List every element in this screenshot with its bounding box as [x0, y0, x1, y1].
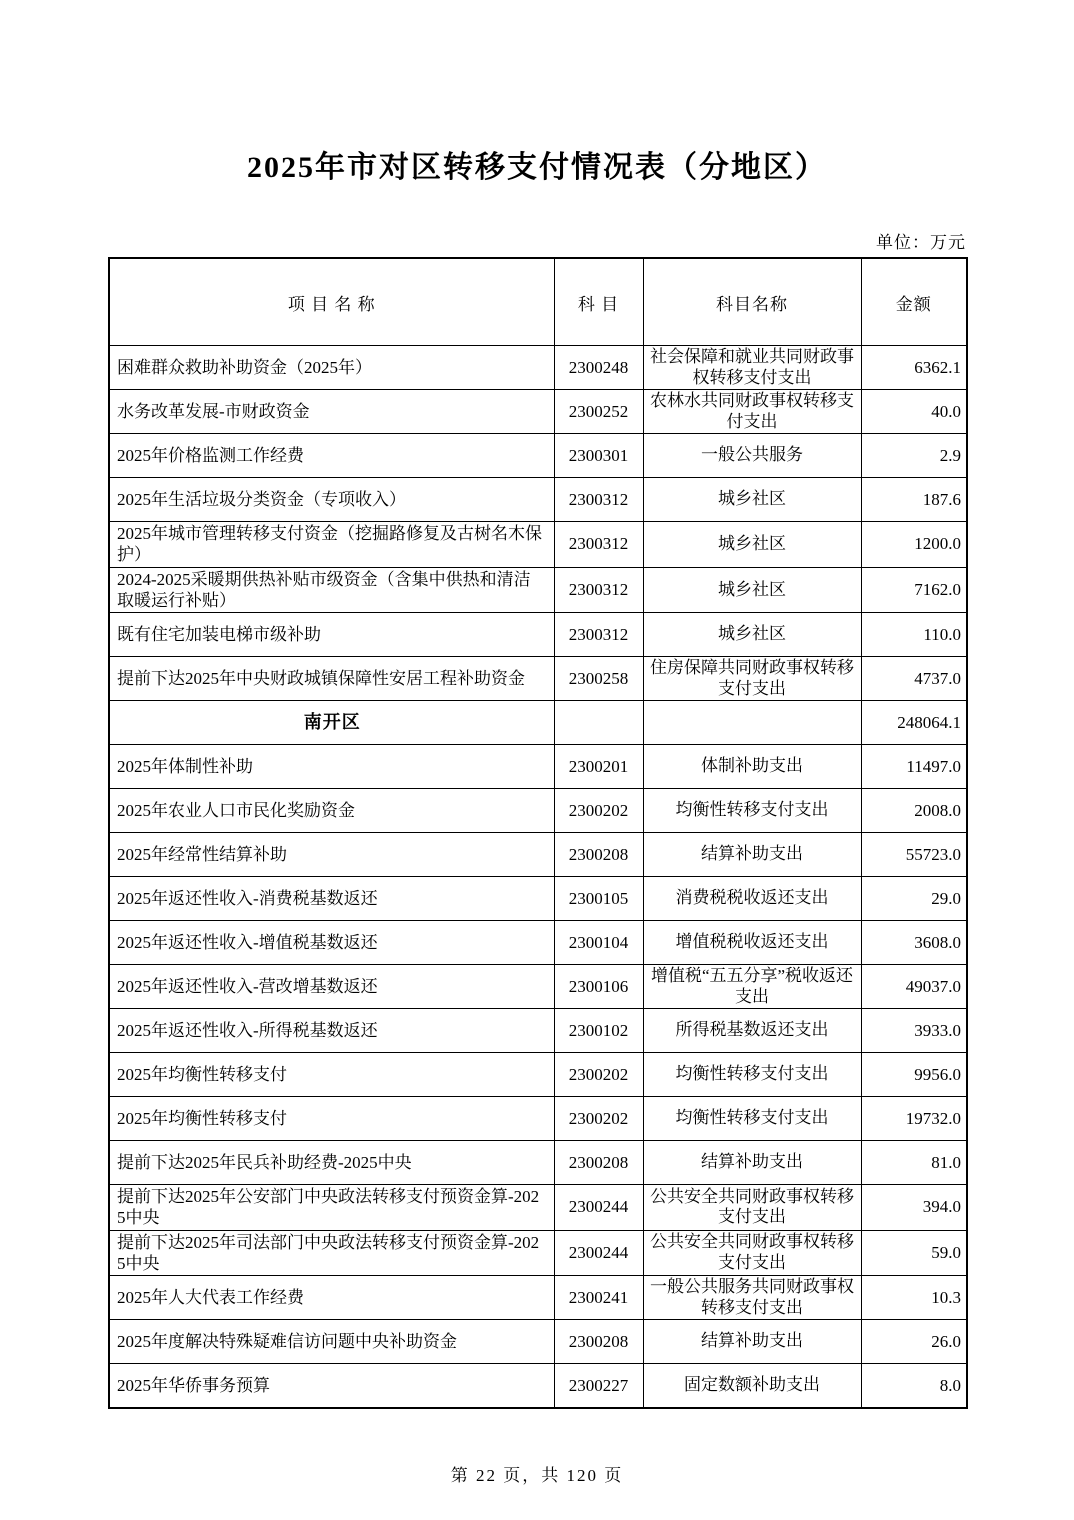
amount-cell: 49037.0 — [861, 965, 967, 1009]
subject-name-cell: 社会保障和就业共同财政事权转移支付支出 — [643, 346, 861, 390]
amount-cell: 2008.0 — [861, 789, 967, 833]
amount-cell: 3608.0 — [861, 921, 967, 965]
subject-name-cell: 结算补助支出 — [643, 1141, 861, 1185]
project-name-cell: 2025年生活垃圾分类资金（专项收入） — [109, 478, 554, 522]
amount-cell: 9956.0 — [861, 1053, 967, 1097]
subject-name-cell: 增值税“五五分享”税收返还支出 — [643, 965, 861, 1009]
table-row — [109, 1320, 967, 1364]
project-name-cell: 2025年经常性结算补助 — [109, 833, 554, 877]
amount-cell: 55723.0 — [861, 833, 967, 877]
project-name-cell: 2025年价格监测工作经费 — [109, 434, 554, 478]
page-number-footer: 第 22 页，共 120 页 — [450, 1466, 624, 1485]
col-header-amount: 金额 — [861, 258, 967, 346]
subject-code-cell: 2300252 — [554, 390, 643, 434]
subject-name-cell: 均衡性转移支付支出 — [643, 789, 861, 833]
table-row — [109, 833, 967, 877]
amount-cell: 8.0 — [861, 1364, 967, 1409]
subject-code-cell: 2300208 — [554, 833, 643, 877]
subject-code-cell: 2300312 — [554, 478, 643, 522]
project-name-cell: 提前下达2025年中央财政城镇保障性安居工程补助资金 — [109, 657, 554, 701]
subject-name-cell: 公共安全共同财政事权转移支付支出 — [643, 1230, 861, 1276]
subject-name-cell: 一般公共服务 — [643, 434, 861, 478]
col-header-subject-code: 科 目 — [554, 258, 643, 346]
table-row — [109, 701, 967, 745]
table-container — [108, 228, 966, 1409]
subject-code-cell — [554, 701, 643, 745]
table-row — [109, 346, 967, 390]
project-name-cell: 2024-2025采暖期供热补贴市级资金（含集中供热和清洁取暖运行补贴） — [109, 567, 554, 613]
project-name-cell: 提前下达2025年民兵补助经费-2025中央 — [109, 1141, 554, 1185]
table-header — [109, 258, 967, 346]
subject-name-cell: 固定数额补助支出 — [643, 1364, 861, 1409]
project-name-cell: 水务改革发展-市财政资金 — [109, 390, 554, 434]
unit-note: 单位：万元 — [876, 233, 966, 252]
subject-name-cell: 城乡社区 — [643, 478, 861, 522]
project-name-cell: 2025年农业人口市民化奖励资金 — [109, 789, 554, 833]
subject-name-cell: 均衡性转移支付支出 — [643, 1097, 861, 1141]
table-row — [109, 1364, 967, 1409]
subject-code-cell: 2300106 — [554, 965, 643, 1009]
table-row — [109, 1185, 967, 1231]
subject-code-cell: 2300301 — [554, 434, 643, 478]
table-row — [109, 1141, 967, 1185]
subject-name-cell: 城乡社区 — [643, 522, 861, 568]
amount-cell: 6362.1 — [861, 346, 967, 390]
project-name-cell: 2025年城市管理转移支付资金（挖掘路修复及古树名木保护） — [109, 522, 554, 568]
subject-name-cell: 结算补助支出 — [643, 1320, 861, 1364]
subject-code-cell: 2300102 — [554, 1009, 643, 1053]
project-name-cell: 2025年体制性补助 — [109, 745, 554, 789]
subject-name-cell: 均衡性转移支付支出 — [643, 1053, 861, 1097]
amount-cell: 3933.0 — [861, 1009, 967, 1053]
subject-name-cell: 城乡社区 — [643, 613, 861, 657]
amount-cell: 29.0 — [861, 877, 967, 921]
project-name-cell: 提前下达2025年司法部门中央政法转移支付预资金算-2025中央 — [109, 1230, 554, 1276]
amount-cell: 19732.0 — [861, 1097, 967, 1141]
subject-name-cell: 住房保障共同财政事权转移支付支出 — [643, 657, 861, 701]
project-name-cell: 2025年华侨事务预算 — [109, 1364, 554, 1409]
table-row — [109, 1276, 967, 1320]
amount-cell: 394.0 — [861, 1185, 967, 1231]
amount-cell: 10.3 — [861, 1276, 967, 1320]
subject-code-cell: 2300312 — [554, 522, 643, 568]
subject-code-cell: 2300248 — [554, 346, 643, 390]
subject-code-cell: 2300208 — [554, 1141, 643, 1185]
subject-name-cell: 增值税税收返还支出 — [643, 921, 861, 965]
table-row — [109, 434, 967, 478]
subject-name-cell: 农林水共同财政事权转移支付支出 — [643, 390, 861, 434]
subject-code-cell: 2300104 — [554, 921, 643, 965]
subject-code-cell: 2300244 — [554, 1230, 643, 1276]
project-name-cell: 2025年返还性收入-所得税基数返还 — [109, 1009, 554, 1053]
amount-cell: 81.0 — [861, 1141, 967, 1185]
subject-code-cell: 2300227 — [554, 1364, 643, 1409]
col-header-subject-name: 科目名称 — [643, 258, 861, 346]
subject-name-cell: 结算补助支出 — [643, 833, 861, 877]
table-row — [109, 745, 967, 789]
subject-name-cell: 城乡社区 — [643, 567, 861, 613]
subject-code-cell: 2300202 — [554, 1053, 643, 1097]
table-row — [109, 567, 967, 613]
subject-code-cell: 2300312 — [554, 613, 643, 657]
table-row — [109, 390, 967, 434]
amount-cell: 2.9 — [861, 434, 967, 478]
table-row — [109, 877, 967, 921]
subject-code-cell: 2300202 — [554, 789, 643, 833]
subject-code-cell: 2300244 — [554, 1185, 643, 1231]
subject-name-cell — [643, 701, 861, 745]
header-row — [109, 258, 967, 346]
page-title: 2025年市对区转移支付情况表（分地区） — [247, 151, 827, 184]
amount-cell: 7162.0 — [861, 567, 967, 613]
project-name-cell: 2025年均衡性转移支付 — [109, 1053, 554, 1097]
subject-name-cell: 消费税税收返还支出 — [643, 877, 861, 921]
subject-code-cell: 2300105 — [554, 877, 643, 921]
subject-code-cell: 2300258 — [554, 657, 643, 701]
project-name-cell: 2025年人大代表工作经费 — [109, 1276, 554, 1320]
subject-code-cell: 2300202 — [554, 1097, 643, 1141]
table-row — [109, 921, 967, 965]
table-row — [109, 478, 967, 522]
project-name-cell: 2025年返还性收入-增值税基数返还 — [109, 921, 554, 965]
subject-name-cell: 公共安全共同财政事权转移支付支出 — [643, 1185, 861, 1231]
table-row — [109, 657, 967, 701]
project-name-cell: 既有住宅加装电梯市级补助 — [109, 613, 554, 657]
amount-cell: 40.0 — [861, 390, 967, 434]
amount-cell: 248064.1 — [861, 701, 967, 745]
table-row — [109, 1053, 967, 1097]
subject-code-cell: 2300201 — [554, 745, 643, 789]
amount-cell: 187.6 — [861, 478, 967, 522]
table-row — [109, 789, 967, 833]
table-row — [109, 1009, 967, 1053]
amount-cell: 4737.0 — [861, 657, 967, 701]
project-name-cell: 提前下达2025年公安部门中央政法转移支付预资金算-2025中央 — [109, 1185, 554, 1231]
project-name-cell: 2025年返还性收入-营改增基数返还 — [109, 965, 554, 1009]
subject-name-cell: 体制补助支出 — [643, 745, 861, 789]
subject-name-cell: 所得税基数返还支出 — [643, 1009, 861, 1053]
amount-cell: 110.0 — [861, 613, 967, 657]
table-row — [109, 965, 967, 1009]
amount-cell: 11497.0 — [861, 745, 967, 789]
amount-cell: 26.0 — [861, 1320, 967, 1364]
subject-code-cell: 2300208 — [554, 1320, 643, 1364]
project-name-cell: 南开区 — [109, 701, 554, 745]
subject-code-cell: 2300312 — [554, 567, 643, 613]
amount-cell: 59.0 — [861, 1230, 967, 1276]
table-row — [109, 522, 967, 568]
project-name-cell: 2025年度解决特殊疑难信访问题中央补助资金 — [109, 1320, 554, 1364]
table-row — [109, 1230, 967, 1276]
table-row — [109, 1097, 967, 1141]
amount-cell: 1200.0 — [861, 522, 967, 568]
subject-name-cell: 一般公共服务共同财政事权转移支付支出 — [643, 1276, 861, 1320]
project-name-cell: 困难群众救助补助资金（2025年） — [109, 346, 554, 390]
table-body — [109, 346, 967, 1409]
table-row — [109, 613, 967, 657]
col-header-project-name: 项 目 名 称 — [109, 258, 554, 346]
transfer-payment-table — [108, 257, 968, 1409]
project-name-cell: 2025年返还性收入-消费税基数返还 — [109, 877, 554, 921]
project-name-cell: 2025年均衡性转移支付 — [109, 1097, 554, 1141]
subject-code-cell: 2300241 — [554, 1276, 643, 1320]
